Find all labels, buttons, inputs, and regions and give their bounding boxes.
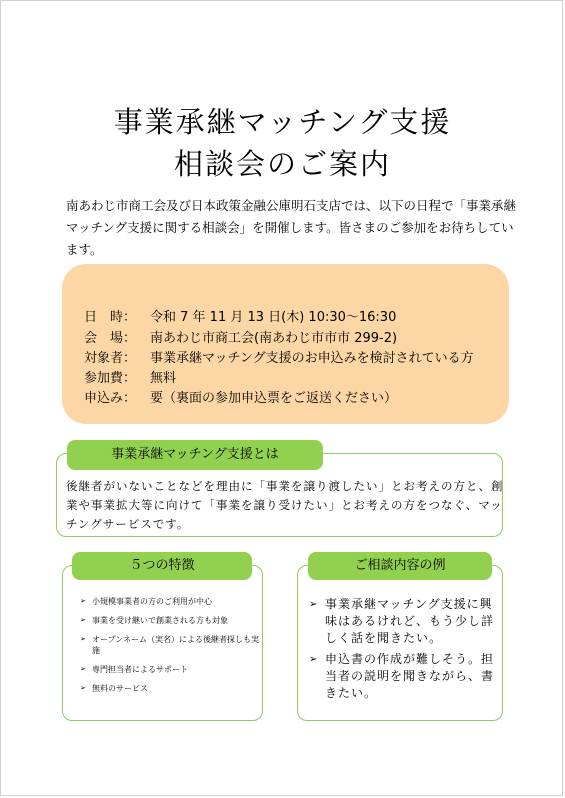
info-label: 会 場：: [84, 331, 137, 346]
about-heading: 事業承継マッチング支援とは: [67, 440, 323, 470]
info-label: 参加費：: [84, 371, 137, 386]
info-label: 対象者：: [84, 351, 137, 366]
info-value: 南あわじ市商工会(南あわじ市市市 299-2): [150, 331, 398, 346]
consult-text: 事業承継マッチング支援に興味はあるけれど、もう少し詳しく話を聞きたい。: [325, 597, 495, 645]
bullet-arrow-icon: ➢: [80, 684, 86, 692]
info-value: 令和 7 年 11 月 13 日(木) 10:30～16:30: [150, 310, 397, 325]
consult-heading: ご相談内容の例: [308, 552, 492, 580]
feature-text: オープンネーム（実名）による後継者探しも実施: [92, 635, 260, 655]
bullet-arrow-icon: ➢: [80, 635, 86, 643]
consult-text: 申込書の作成が難しそう。担当者の説明を聞きながら、書きたい。: [325, 652, 495, 700]
features-heading: ５つの特徴: [72, 552, 252, 580]
info-row-datetime: [84, 306, 396, 325]
info-label: 日 時：: [84, 310, 137, 325]
list-item: [309, 651, 494, 702]
info-label: 申込み：: [84, 391, 137, 406]
list-item: [80, 615, 260, 626]
bullet-arrow-icon: ➢: [309, 654, 319, 665]
info-row-fee: [84, 367, 176, 386]
feature-text: 小規模事業者の方のご利用が中心: [92, 597, 212, 606]
bullet-arrow-icon: ➢: [309, 599, 319, 610]
info-value: 無料: [150, 371, 177, 386]
list-item: [80, 683, 260, 694]
list-item: [309, 596, 494, 647]
about-text: 後継者がいないことなどを理由に「事業を譲り渡したい」とお考えの方と、創業や事業拡大等に向けて「事業を譲り受けたい」とお考えの方をつなぐ、マッチングサービスです。: [66, 479, 504, 531]
info-row-venue: [84, 327, 397, 346]
intro-paragraph: 南あわじ市商工会及び日本政策金融公庫明石支店では、以下の日程で「事業承継マッチング支援に関する相談会」を開催します。皆さまのご参加をお待ちしています。: [66, 198, 517, 257]
consult-list: [309, 596, 494, 706]
title-line-1: 事業承継マッチング支援: [113, 105, 452, 139]
bullet-arrow-icon: ➢: [80, 597, 86, 605]
info-value: 事業承継マッチング支援のお申込みを検討されている方: [150, 351, 474, 366]
info-row-target: [84, 347, 474, 366]
list-item: [80, 664, 260, 675]
list-item: [80, 596, 260, 607]
feature-text: 無料のサービス: [92, 684, 148, 693]
features-list: [80, 596, 260, 702]
list-item: [80, 634, 260, 656]
title-line-2: 相談会のご案内: [173, 147, 391, 181]
bullet-arrow-icon: ➢: [80, 616, 86, 624]
feature-text: 事業を受け継いで創業される方も対象: [92, 616, 228, 625]
bullet-arrow-icon: ➢: [80, 665, 86, 673]
feature-text: 専門担当者によるサポート: [92, 665, 188, 674]
info-row-application: [84, 387, 397, 406]
info-value: 要（裏面の参加申込票をご返送ください）: [150, 391, 398, 406]
